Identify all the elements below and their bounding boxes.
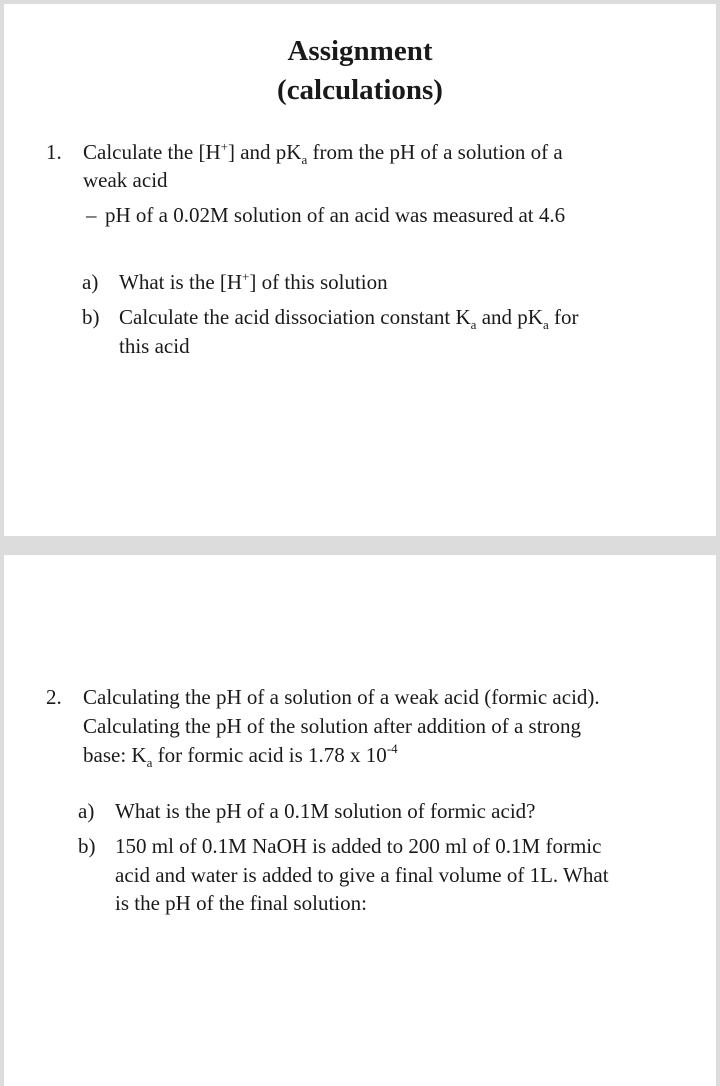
page-2 [4, 555, 716, 1086]
q2a-marker: a) [78, 799, 95, 823]
q2b-line-3: is the pH of the final solution: [115, 891, 367, 915]
q2b-line-2: acid and water is added to give a final volume of 1L. What [115, 863, 609, 887]
q1-dash: – [86, 203, 97, 227]
q2b-line-1: 150 ml of 0.1M NaOH is added to 200 ml of 0.1M formic [115, 834, 602, 858]
title-line-1: Assignment [287, 35, 433, 67]
q1-line-1: Calculate the [H+] and $pK_a$ from the pH of a solution of a [83, 139, 563, 167]
q1-number: 1. [46, 140, 62, 164]
q2-number: 2. [46, 685, 62, 709]
q1b-marker: b) [82, 305, 100, 329]
q2a-text: What is the pH of a 0.1M solution of formic acid? [115, 799, 536, 823]
q1a-marker: a) [82, 270, 99, 294]
page-1 [4, 4, 716, 536]
q2-line-3: base: $K_a$ for formic acid is 1.78 x $10^{-4}$ [83, 741, 398, 770]
q2-line-1: Calculating the pH of a solution of a weak acid (formic acid). [83, 685, 600, 709]
q2-line-2: Calculating the pH of the solution after addition of a strong [83, 714, 582, 738]
q1a-text: What is the [H+] of this solution [119, 269, 388, 294]
q1-detail: pH of a 0.02M solution of an acid was measured at 4.6 [105, 203, 566, 227]
q1b-line-2: this acid [119, 334, 190, 358]
q2b-marker: b) [78, 834, 96, 858]
q1-line-2: weak acid [83, 168, 168, 192]
title-line-2: (calculations) [277, 74, 443, 106]
q1b-line-1: Calculate the acid dissociation constant $K_a$ and $pK_a$ for [119, 305, 579, 332]
